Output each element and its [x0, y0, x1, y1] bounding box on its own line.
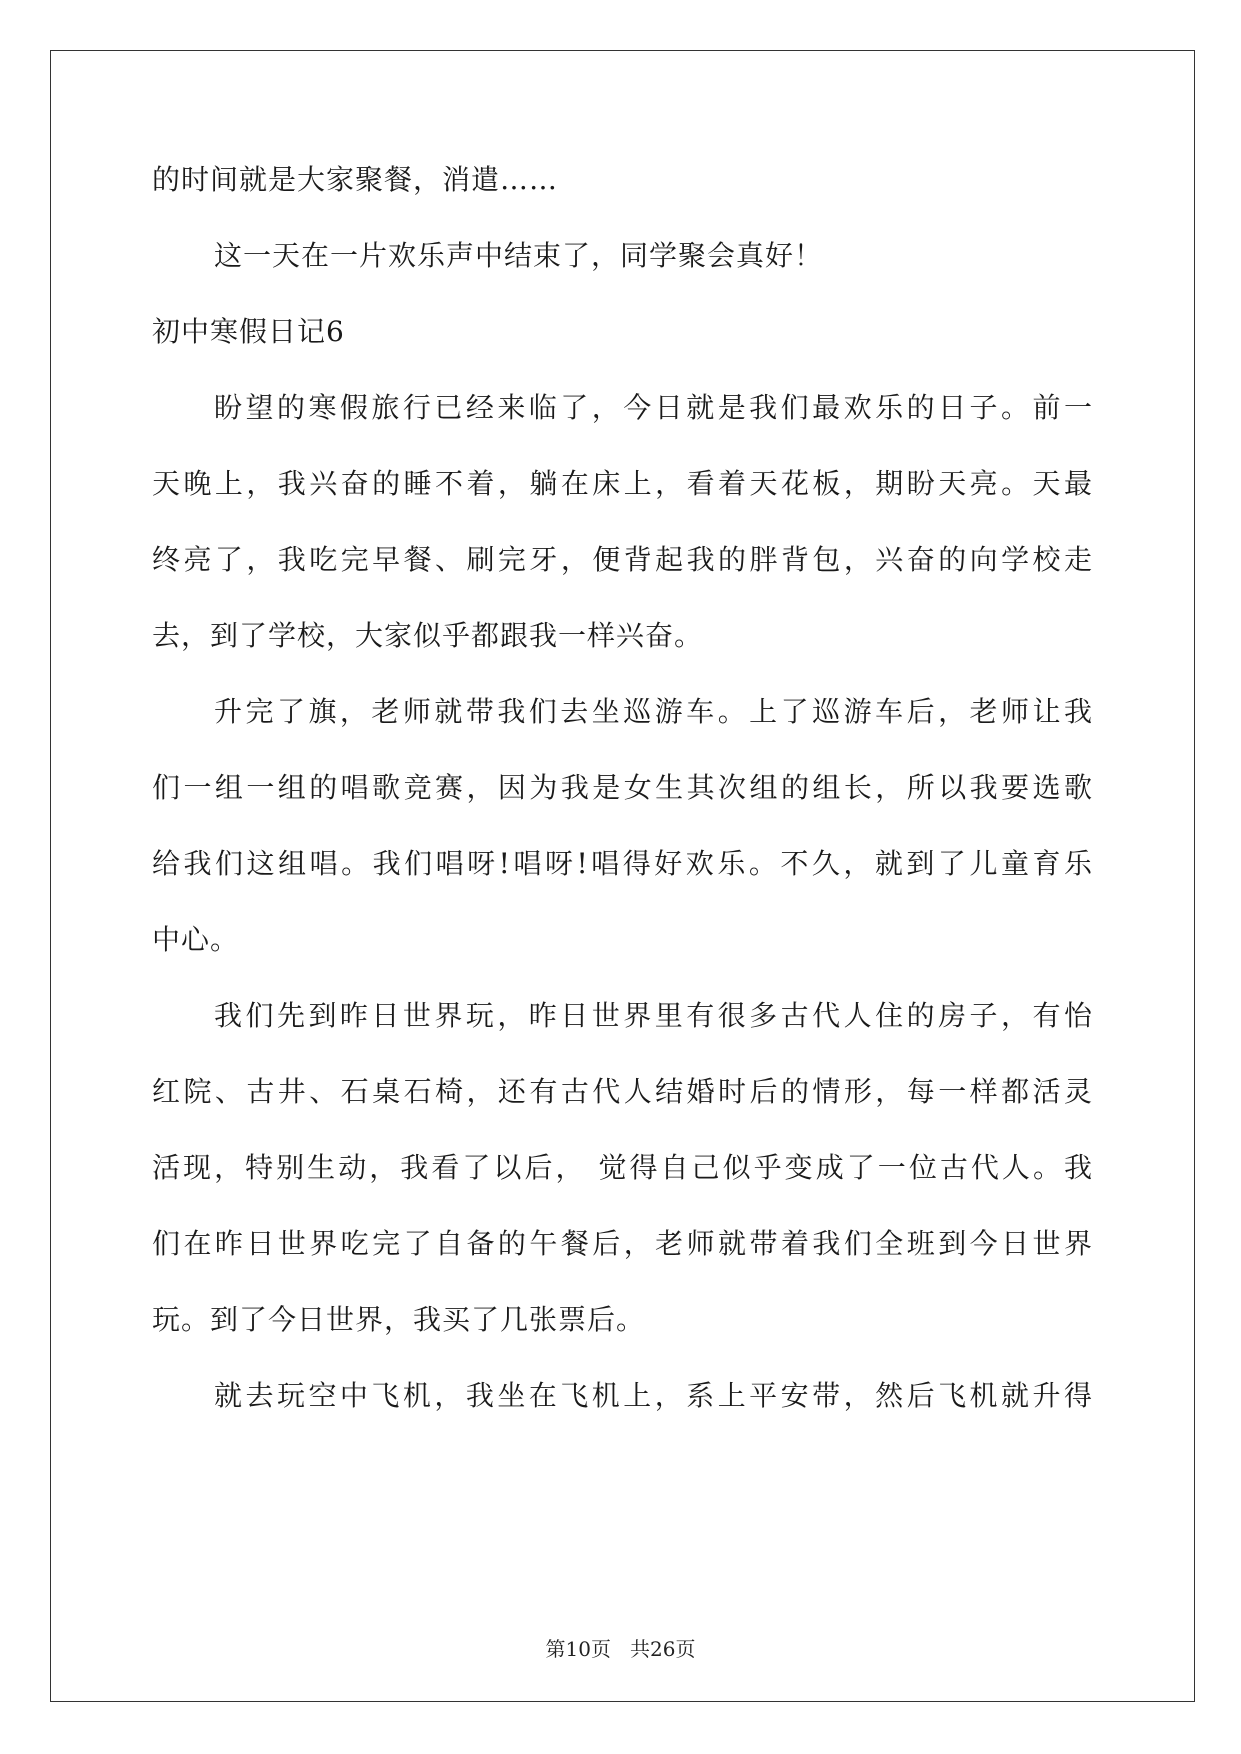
text-line: 的时间就是大家聚餐，消遣…… [152, 163, 559, 196]
text-line: 升完了旗，老师就带我们去坐巡游车。上了巡游车后，老师让我 [214, 695, 1092, 728]
text-line: 们在昨日世界吃完了自备的午餐后，老师就带着我们全班到今日世界 [152, 1227, 1092, 1260]
text-line: 去，到了学校，大家似乎都跟我一样兴奋。 [152, 619, 704, 652]
page-number: 第10页 [545, 1637, 611, 1661]
page-total: 共26页 [630, 1637, 696, 1661]
page-footer [0, 1636, 1241, 1662]
document-body [152, 160, 1092, 1452]
text-line: 们一组一组的唱歌竞赛，因为我是女生其次组的组长，所以我要选歌 [152, 771, 1092, 804]
text-line: 活现，特别生动，我看了以后， 觉得自己似乎变成了一位古代人。我 [152, 1151, 1092, 1184]
text-line: 中心。 [152, 923, 240, 956]
section-heading: 初中寒假日记6 [152, 315, 345, 348]
text-line: 天晚上，我兴奋的睡不着，躺在床上，看着天花板，期盼天亮。天最 [152, 467, 1092, 500]
text-line: 就去玩空中飞机，我坐在飞机上，系上平安带，然后飞机就升得 [214, 1379, 1092, 1412]
text-line: 盼望的寒假旅行已经来临了，今日就是我们最欢乐的日子。前一 [214, 391, 1092, 424]
text-line: 玩。到了今日世界，我买了几张票后。 [152, 1303, 646, 1336]
text-line: 终亮了，我吃完早餐、刷完牙，便背起我的胖背包，兴奋的向学校走 [152, 543, 1092, 576]
text-line: 这一天在一片欢乐声中结束了，同学聚会真好！ [214, 239, 824, 272]
text-line: 给我们这组唱。我们唱呀!唱呀!唱得好欢乐。不久，就到了儿童育乐 [152, 847, 1092, 880]
text-line: 我们先到昨日世界玩，昨日世界里有很多古代人住的房子，有怡 [214, 999, 1092, 1032]
text-line: 红院、古井、石桌石椅，还有古代人结婚时后的情形，每一样都活灵 [152, 1075, 1092, 1108]
